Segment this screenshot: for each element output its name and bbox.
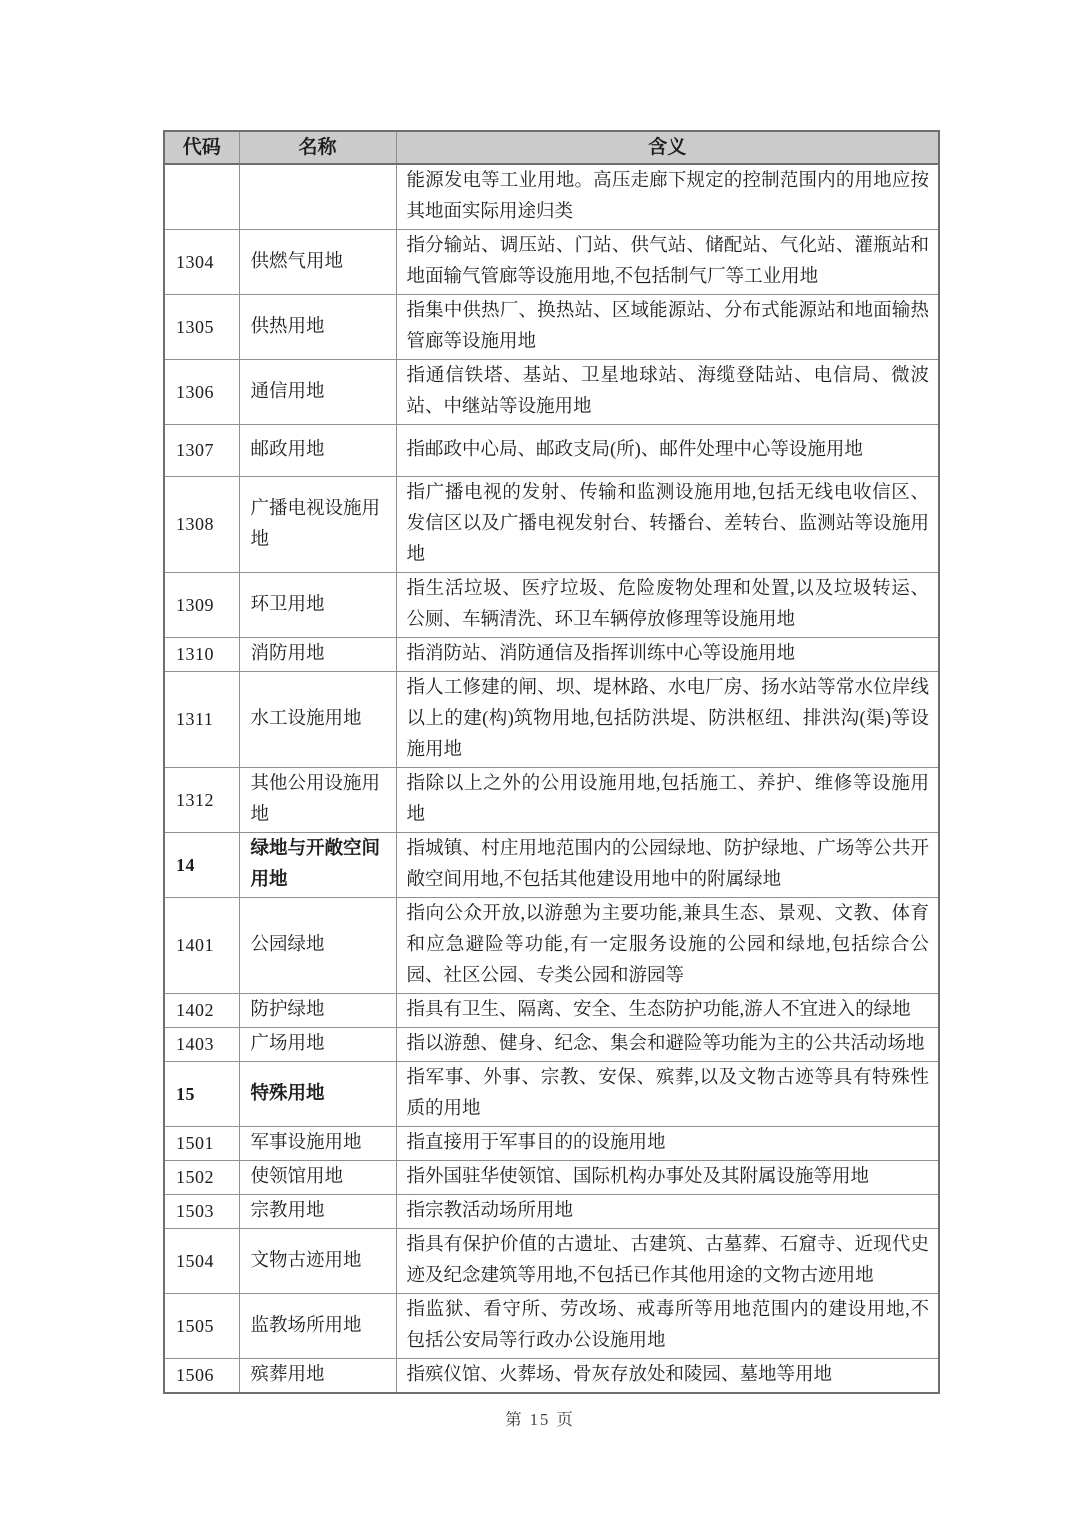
table-row <box>164 360 939 425</box>
name-cell: 特殊用地 <box>239 1062 396 1127</box>
code-cell: 1505 <box>164 1294 239 1359</box>
code-cell: 1502 <box>164 1161 239 1195</box>
meaning-cell: 指军事、外事、宗教、安保、殡葬,以及文物古迹等具有特殊性质的用地 <box>396 1062 939 1127</box>
land-use-classification-table <box>163 130 940 1394</box>
name-cell: 供热用地 <box>239 295 396 360</box>
name-cell <box>239 164 396 230</box>
name-cell: 通信用地 <box>239 360 396 425</box>
name-cell: 环卫用地 <box>239 573 396 638</box>
table-row <box>164 638 939 672</box>
code-cell: 1402 <box>164 994 239 1028</box>
table-row <box>164 1294 939 1359</box>
code-cell: 1309 <box>164 573 239 638</box>
meaning-cell: 指分输站、调压站、门站、供气站、储配站、气化站、灌瓶站和地面输气管廊等设施用地,不包括制气厂等工业用地 <box>396 230 939 295</box>
table-row <box>164 295 939 360</box>
table-row <box>164 1229 939 1294</box>
meaning-cell: 指城镇、村庄用地范围内的公园绿地、防护绿地、广场等公共开敞空间用地,不包括其他建设用地中的附属绿地 <box>396 833 939 898</box>
table-row <box>164 1127 939 1161</box>
meaning-cell: 指具有保护价值的古遗址、古建筑、古墓葬、石窟寺、近现代史迹及纪念建筑等用地,不包括已作其他用途的文物古迹用地 <box>396 1229 939 1294</box>
name-cell: 使领馆用地 <box>239 1161 396 1195</box>
name-cell: 邮政用地 <box>239 425 396 477</box>
table-header <box>164 131 939 164</box>
name-cell: 防护绿地 <box>239 994 396 1028</box>
code-cell: 1503 <box>164 1195 239 1229</box>
code-cell <box>164 164 239 230</box>
meaning-cell: 指人工修建的闸、坝、堤林路、水电厂房、扬水站等常水位岸线以上的建(构)筑物用地,包括防洪堤、防洪枢纽、排洪沟(渠)等设施用地 <box>396 672 939 768</box>
code-cell: 1307 <box>164 425 239 477</box>
code-cell: 1312 <box>164 768 239 833</box>
table-row <box>164 1028 939 1062</box>
column-header-name: 名称 <box>239 131 396 164</box>
code-cell: 1310 <box>164 638 239 672</box>
code-cell: 1304 <box>164 230 239 295</box>
name-cell: 宗教用地 <box>239 1195 396 1229</box>
code-cell: 1308 <box>164 477 239 573</box>
name-cell: 供燃气用地 <box>239 230 396 295</box>
column-header-meaning: 含义 <box>396 131 939 164</box>
meaning-cell: 指通信铁塔、基站、卫星地球站、海缆登陆站、电信局、微波站、中继站等设施用地 <box>396 360 939 425</box>
code-cell: 1403 <box>164 1028 239 1062</box>
name-cell: 其他公用设施用地 <box>239 768 396 833</box>
code-cell: 1501 <box>164 1127 239 1161</box>
name-cell: 军事设施用地 <box>239 1127 396 1161</box>
table-row <box>164 164 939 230</box>
code-cell: 1306 <box>164 360 239 425</box>
table-row <box>164 833 939 898</box>
table-row <box>164 230 939 295</box>
name-cell: 广播电视设施用地 <box>239 477 396 573</box>
name-cell: 监教场所用地 <box>239 1294 396 1359</box>
meaning-cell: 指监狱、看守所、劳改场、戒毒所等用地范围内的建设用地,不包括公安局等行政办公设施用地 <box>396 1294 939 1359</box>
meaning-cell: 指以游憩、健身、纪念、集会和避险等功能为主的公共活动场地 <box>396 1028 939 1062</box>
meaning-cell: 指集中供热厂、换热站、区域能源站、分布式能源站和地面输热管廊等设施用地 <box>396 295 939 360</box>
meaning-cell: 指宗教活动场所用地 <box>396 1195 939 1229</box>
name-cell: 水工设施用地 <box>239 672 396 768</box>
meaning-cell: 指邮政中心局、邮政支局(所)、邮件处理中心等设施用地 <box>396 425 939 477</box>
code-cell: 1305 <box>164 295 239 360</box>
code-cell: 1504 <box>164 1229 239 1294</box>
meaning-cell: 指外国驻华使领馆、国际机构办事处及其附属设施等用地 <box>396 1161 939 1195</box>
code-cell: 1311 <box>164 672 239 768</box>
table-row <box>164 1062 939 1127</box>
table-row <box>164 768 939 833</box>
code-cell: 1401 <box>164 898 239 994</box>
table-row <box>164 1161 939 1195</box>
table-row <box>164 1359 939 1394</box>
column-header-code: 代码 <box>164 131 239 164</box>
meaning-cell: 指生活垃圾、医疗垃圾、危险废物处理和处置,以及垃圾转运、公厕、车辆清洗、环卫车辆停放修理等设施用地 <box>396 573 939 638</box>
name-cell: 公园绿地 <box>239 898 396 994</box>
meaning-cell: 指除以上之外的公用设施用地,包括施工、养护、维修等设施用地 <box>396 768 939 833</box>
code-cell: 14 <box>164 833 239 898</box>
meaning-cell: 指向公众开放,以游憩为主要功能,兼具生态、景观、文教、体育和应急避险等功能,有一定服务设施的公园和绿地,包括综合公园、社区公园、专类公园和游园等 <box>396 898 939 994</box>
table-row <box>164 477 939 573</box>
meaning-cell: 指消防站、消防通信及指挥训练中心等设施用地 <box>396 638 939 672</box>
table-row <box>164 1195 939 1229</box>
code-cell: 1506 <box>164 1359 239 1394</box>
meaning-cell: 指殡仪馆、火葬场、骨灰存放处和陵园、墓地等用地 <box>396 1359 939 1394</box>
table-row <box>164 573 939 638</box>
table-body <box>164 164 939 1393</box>
name-cell: 广场用地 <box>239 1028 396 1062</box>
name-cell: 文物古迹用地 <box>239 1229 396 1294</box>
meaning-cell: 能源发电等工业用地。高压走廊下规定的控制范围内的用地应按其地面实际用途归类 <box>396 164 939 230</box>
meaning-cell: 指具有卫生、隔离、安全、生态防护功能,游人不宜进入的绿地 <box>396 994 939 1028</box>
meaning-cell: 指广播电视的发射、传输和监测设施用地,包括无线电收信区、发信区以及广播电视发射台、转播台、差转台、监测站等设施用地 <box>396 477 939 573</box>
name-cell: 绿地与开敞空间用地 <box>239 833 396 898</box>
code-cell: 15 <box>164 1062 239 1127</box>
table-row <box>164 672 939 768</box>
table-header-row <box>164 131 939 164</box>
meaning-cell: 指直接用于军事目的的设施用地 <box>396 1127 939 1161</box>
name-cell: 消防用地 <box>239 638 396 672</box>
table-row <box>164 425 939 477</box>
name-cell: 殡葬用地 <box>239 1359 396 1394</box>
table-row <box>164 898 939 994</box>
table-row <box>164 994 939 1028</box>
page-number: 第 15 页 <box>505 1410 575 1429</box>
